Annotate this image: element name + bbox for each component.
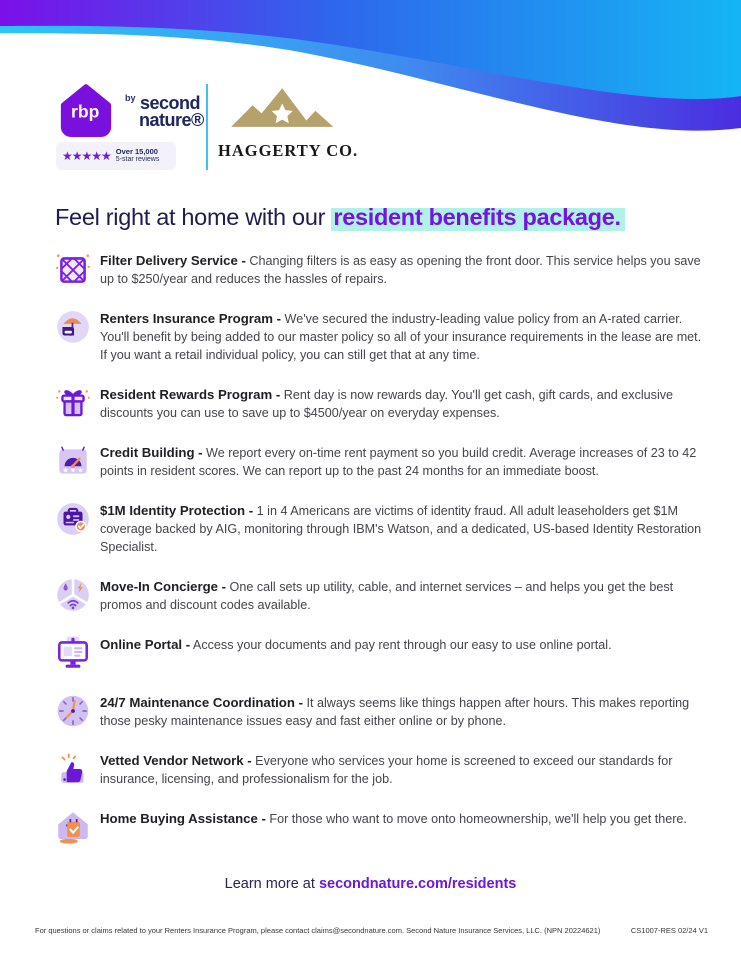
residents-link[interactable]: secondnature.com/residents xyxy=(318,876,517,892)
title-prefix: Feel right at home with our xyxy=(55,204,332,230)
by-label: by xyxy=(125,92,136,103)
benefit-title: 24/7 Maintenance Coordination - xyxy=(100,695,303,710)
benefit-title: $1M Identity Protection - xyxy=(100,503,254,518)
benefit-row-identity-protection xyxy=(54,501,702,556)
page-title xyxy=(55,204,715,231)
utilities-icon xyxy=(54,576,92,614)
thumbs-up-icon xyxy=(54,750,92,788)
fine-print: For questions or claims related to your Renters Insurance Program, please contact claims@secondnature.com. Second Nature Insurance Services, LLC. (NPN 20224621) xyxy=(35,926,601,935)
benefit-text xyxy=(100,501,702,556)
benefit-text xyxy=(100,693,702,730)
benefit-desc: For those who want to move onto homeownership, we'll help you get there. xyxy=(265,812,687,826)
reviews-text xyxy=(116,147,160,164)
learn-more-line xyxy=(0,876,741,892)
benefit-title: Renters Insurance Program - xyxy=(100,311,282,326)
svg-text:★: ★ xyxy=(77,467,84,475)
brand-line2: nature® xyxy=(139,109,204,130)
benefit-row-credit-building xyxy=(54,443,702,480)
reviews-count: Over 15,000 xyxy=(115,147,158,157)
monitor-icon xyxy=(54,634,92,672)
umbrella-couch-icon xyxy=(54,308,92,346)
reviews-badge xyxy=(56,142,176,170)
reviews-caption: 5-star reviews xyxy=(115,156,160,164)
partner-logo xyxy=(218,82,359,161)
clock-icon xyxy=(54,692,92,730)
benefit-desc: One call sets up utility, cable, and internet services – and helps you get the best promos and discount codes available. xyxy=(100,580,674,612)
benefits-list xyxy=(54,251,702,846)
learn-more-prefix: Learn more at xyxy=(224,876,319,892)
benefit-desc: Rent day is now rewards day. You'll get cash, gift cards, and exclusive discounts you can use to save up to $4500/year on everyday expenses. xyxy=(100,388,674,420)
benefit-title: Resident Rewards Program - xyxy=(100,387,281,402)
rbp-logo xyxy=(55,80,204,142)
five-stars-icon: ★★★★★ xyxy=(62,149,111,163)
benefit-text xyxy=(100,635,702,654)
brand-row xyxy=(55,80,204,142)
partner-name: HAGGERTY CO. xyxy=(218,141,359,160)
filter-icon xyxy=(54,250,92,288)
credit-gauge-icon xyxy=(54,442,92,480)
benefit-desc: Changing filters is as easy as opening the front door. This service helps you save up to $250/year and reduces the hassles of repairs. xyxy=(100,254,701,286)
benefit-title: Home Buying Assistance - xyxy=(100,811,266,826)
benefit-text xyxy=(100,577,702,614)
benefit-text xyxy=(100,385,702,422)
second-nature-wordmark xyxy=(125,94,204,129)
brand-line1: second xyxy=(139,92,200,113)
benefit-row-filter-delivery xyxy=(54,251,702,288)
benefit-desc: Everyone who services your home is screened to exceed our standards for insurance, licensing, and professionalism for the job. xyxy=(100,754,673,786)
gift-icon xyxy=(54,384,92,422)
benefit-desc: It always seems like things happen after hours. This makes reporting those pesky maintenance issues easy and fast either online or by phone. xyxy=(100,696,690,728)
benefit-desc: We report every on-time rent payment so you build credit. Average increases of 23 to 42 points in resident scores. We can report up to the past 24 months for an immediate boost. xyxy=(100,446,697,478)
benefit-row-renters-insurance xyxy=(54,309,702,364)
benefit-row-maintenance xyxy=(54,693,702,730)
logo-divider xyxy=(206,84,208,170)
benefit-row-vendor-network xyxy=(54,751,702,788)
mountain-icon xyxy=(225,82,343,134)
house-check-icon xyxy=(54,808,92,846)
benefit-text xyxy=(100,443,702,480)
benefit-title: Online Portal - xyxy=(100,637,191,652)
benefit-desc: Access your documents and pay rent through our easy to use online portal. xyxy=(190,638,612,652)
doc-code: CS1007-RES 02/24 V1 xyxy=(630,926,708,935)
benefit-row-move-in-concierge xyxy=(54,577,702,614)
title-highlight: resident benefits package. xyxy=(331,204,624,231)
rbp-abbr: rbp xyxy=(70,101,100,122)
rbp-house-icon xyxy=(55,80,117,142)
benefit-title: Vetted Vendor Network - xyxy=(100,753,252,768)
benefit-desc: We've secured the industry-leading value policy from an A-rated carrier. You'll benefit by being added to our master policy so all of your insurance requirements in the lease are met. If you want a retail individual policy, you can still get that at any time. xyxy=(100,312,702,362)
benefit-text xyxy=(100,751,702,788)
benefit-title: Filter Delivery Service - xyxy=(100,253,246,268)
benefit-row-home-buying xyxy=(54,809,702,846)
benefit-row-resident-rewards xyxy=(54,385,702,422)
benefit-title: Credit Building - xyxy=(100,445,203,460)
benefit-title: Move-In Concierge - xyxy=(100,579,227,594)
benefit-row-online-portal xyxy=(54,635,702,672)
benefit-text xyxy=(100,309,702,364)
svg-text:★: ★ xyxy=(62,467,69,475)
benefit-text xyxy=(100,809,702,828)
id-card-icon xyxy=(54,500,92,538)
benefit-text xyxy=(100,251,702,288)
benefit-desc: 1 in 4 Americans are victims of identity fraud. All adult leaseholders get $1M coverage backed by AIG, monitoring through IBM's Watson, and a dedicated, US-based Identity Restoration Specialist. xyxy=(100,504,702,554)
svg-text:★: ★ xyxy=(69,467,77,475)
